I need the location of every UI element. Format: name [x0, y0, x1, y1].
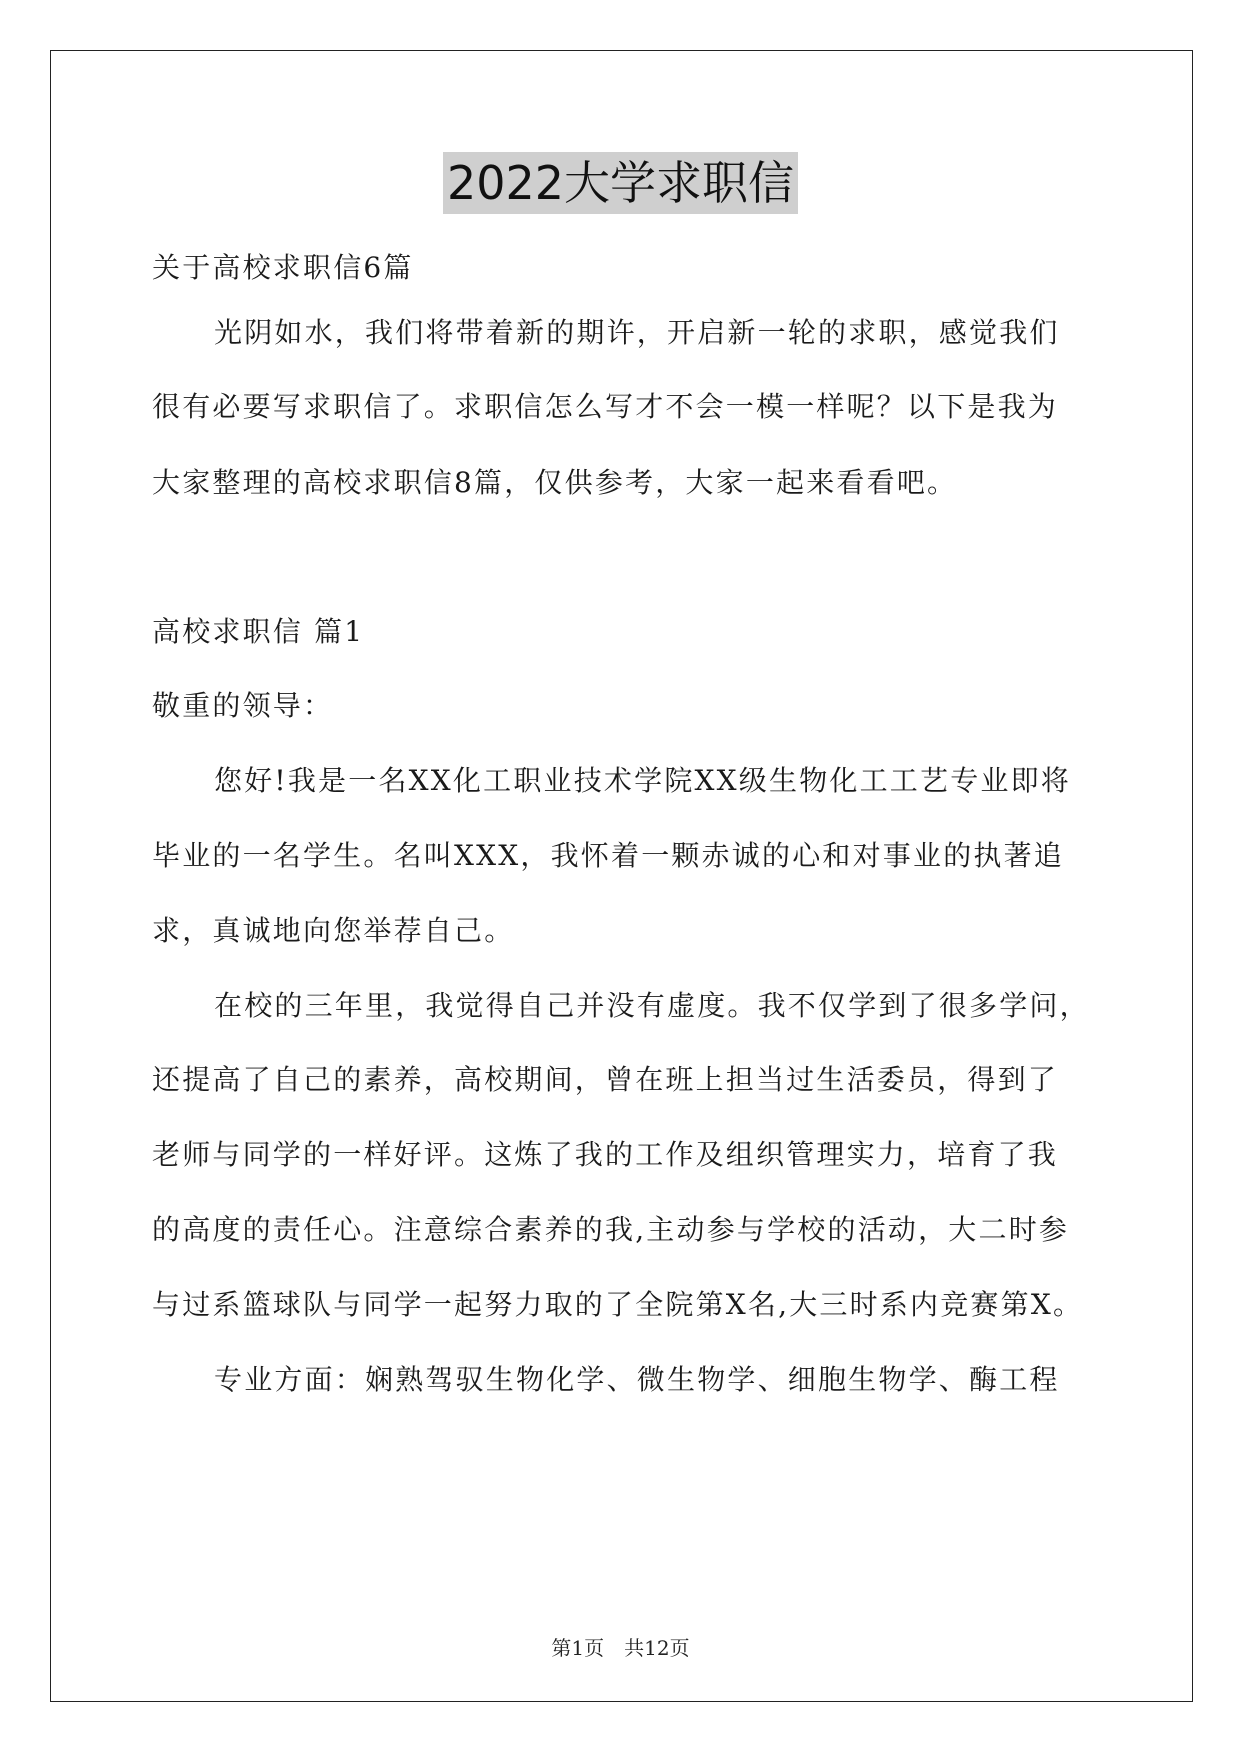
paragraph-line: 老师与同学的一样好评。这炼了我的工作及组织管理实力，培育了我 [152, 1138, 1059, 1171]
page-number: 第1页 [551, 1636, 605, 1660]
paragraph-line: 您好!我是一名XX化工职业技术学院XX级生物化工工艺专业即将 [214, 764, 1071, 797]
paragraph-line: 在校的三年里，我觉得自己并没有虚度。我不仅学到了很多学问， [214, 989, 1090, 1022]
document-title: 2022大学求职信 [443, 152, 798, 214]
paragraph-line: 求，真诚地向您举荐自己。 [152, 914, 515, 947]
paragraph-line: 毕业的一名学生。名叫XXX，我怀着一颗赤诚的心和对事业的执著追 [152, 839, 1065, 872]
page-footer [0, 1636, 1241, 1660]
paragraph-line: 与过系篮球队与同学一起努力取的了全院第X名,大三时系内竞赛第X。 [152, 1288, 1084, 1321]
paragraph-line: 专业方面：娴熟驾驭生物化学、微生物学、细胞生物学、酶工程 [214, 1363, 1060, 1396]
intro-line: 光阴如水，我们将带着新的期许，开启新一轮的求职，感觉我们 [214, 316, 1060, 349]
document-subtitle: 关于高校求职信6篇 [152, 251, 414, 284]
intro-line: 很有必要写求职信了。求职信怎么写才不会一模一样呢？以下是我为 [152, 390, 1059, 423]
intro-line: 大家整理的高校求职信8篇，仅供参考，大家一起来看看吧。 [152, 466, 958, 499]
page-total: 共12页 [624, 1636, 690, 1660]
paragraph-line: 的高度的责任心。注意综合素养的我,主动参与学校的活动，大二时参 [152, 1213, 1070, 1246]
page-border [50, 50, 1193, 1702]
paragraph-line: 还提高了自己的素养，高校期间，曾在班上担当过生活委员，得到了 [152, 1063, 1059, 1096]
salutation: 敬重的领导： [152, 689, 334, 722]
section-heading: 高校求职信 篇1 [152, 615, 365, 648]
title-container [0, 152, 1241, 214]
